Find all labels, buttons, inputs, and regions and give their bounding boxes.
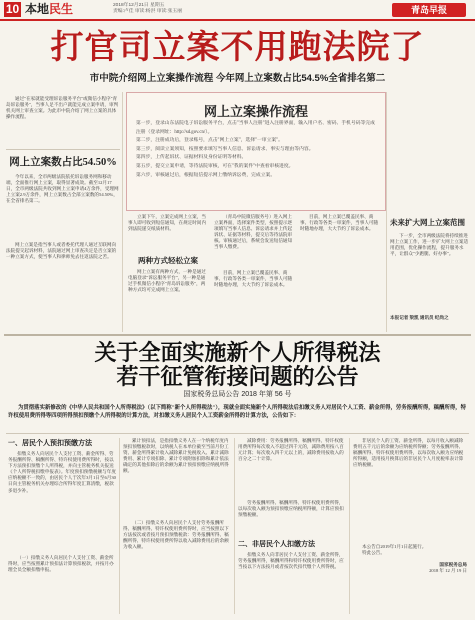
- paragraph: （青岛中院微信服务号）进入网上立案界面，选择案件类型，按照提示逐项填写当事人信息、诉讼请求并上传起诉状、证据等材料，提交后等待法院审核。审核通过后，系统会发送短信通知当事人缴费。: [214, 214, 293, 250]
- paragraph: （二）扣缴义务人向居民个人支付劳务报酬所得、稿酬所得、特许权使用费所得时，应当按照以下方法按次或者按月预扣预缴税款：劳务报酬所得、稿酬所得、特许权使用费所得以收入减除费用后的余额为收入额。: [123, 520, 229, 550]
- divider: [6, 433, 469, 434]
- section-heading: 未来扩大网上立案范围: [390, 218, 465, 227]
- section-heading: 一、居民个人预扣预缴方法: [8, 440, 92, 447]
- step-item: 第六步，审核通过后，根据短信提示网上缴纳诉讼费，完成立案。: [136, 172, 276, 178]
- column-rule: [234, 438, 235, 614]
- article-byline: 本报记者 梁凯 通讯员 纪尚之: [390, 315, 449, 320]
- issue-meta: [113, 3, 182, 15]
- article-headline: 打官司立案不用跑法院了: [50, 30, 425, 66]
- column-rule: [349, 438, 350, 614]
- newspaper-logo: 青岛早报: [392, 3, 466, 17]
- article-column-3: [214, 214, 294, 330]
- paragraph: 网上立案有两种方式，一种是通过电脑登录"诉讼服务平台"，另一种是通过手机微信小程序"青岛诉讼服务"，两种方式均可完成网上立案。: [128, 269, 206, 293]
- section-heading: 网上立案数占比54.50%: [9, 157, 117, 168]
- header-rule: [0, 19, 475, 21]
- article-intro: 通过"在家就能受理诉讼服务平台"或微信小程序"青岛诉讼服务"，当事人足不出户就能完成立案申请，审判机关网上审查立案。为此市中院介绍了网上立案的具体操作流程。: [6, 96, 119, 120]
- paragraph: 特此公告。: [362, 550, 385, 556]
- step-item: 第四步，上传起诉状、证据材料及身份证明等材料。: [136, 155, 247, 161]
- paragraph: （一）扣缴义务人向居民个人支付工资、薪金所得时，应当按照累计预扣法计算预扣税款，并按月办理全员全额扣缴申报。: [8, 555, 114, 573]
- announcement-title-line2: 若干征管衔接问题的公告: [116, 364, 359, 389]
- step-item: 第五步，提交立案申请，等待法院审核，可在"我的案件"中查看审核进度。: [136, 163, 294, 169]
- column-rule: [122, 92, 123, 332]
- article-subhead: 市中院介绍网上立案操作流程 今年网上立案数占比54.5%全省排名第二: [89, 73, 386, 84]
- article-right-column: [390, 214, 470, 321]
- paragraph: 扣缴义务人向非居民个人支付工资、薪金所得，劳务报酬所得，稿酬所得和特许权使用费所得时，应当按以下方法按月或者按次代扣代缴个人所得税。: [238, 552, 344, 570]
- announcement-title-line1: 关于全面实施新个人所得税法: [94, 340, 381, 365]
- section-heading: 两种方式轻松立案: [138, 256, 198, 265]
- issue-editors: 责编:卢佳 审读:杨洪 审读:张玉丽: [113, 9, 183, 14]
- section-name: 民生: [49, 2, 74, 16]
- paragraph: 网上立案是指当事人或者委托代理人通过互联网向法院提交起诉材料，法院通过网上审查决定是否立案的一种立案方式，使当事人和律师免去往返法院之苦。: [6, 242, 117, 260]
- info-box-steps: [136, 120, 376, 180]
- info-box-title: 网上立案操作流程: [203, 104, 308, 119]
- paragraph: 目前，网上立案已覆盖民事、商事、行政等各类一审案件，当事人可随时随地办理，大大节约了诉讼成本。: [214, 270, 293, 288]
- paragraph: 本公告自2019年1月1日起施行。: [362, 544, 427, 549]
- section-heading: 二、非居民个人扣缴方法: [238, 541, 315, 548]
- paragraph: 累计预扣法，是指扣缴义务人在一个纳税年度内预扣预缴税款时，以纳税人在本单位截至当前月份工资、薪金所得累计收入减除累计免税收入、累计减除费用、累计专项扣除、累计专项附加扣除和累计依法确定的其他扣除后的余额为累计预扣预缴应纳税所得额。: [123, 438, 229, 474]
- announcement-number: 国家税务总局公告 2018 年第 56 号: [183, 391, 292, 398]
- article-separator: [4, 334, 471, 336]
- announcement-signature: 国家税务总局: [439, 562, 467, 568]
- announcement-lead: 为贯彻落实新修改的《中华人民共和国个人所得税法》（以下简称"新个人所得税法"），现就全面实施新个人所得税法后扣缴义务人对居民个人工资、薪金所得，劳务报酬所得，稿酬所得，特许权使用费所得等四项所得预扣预缴个人所得税的计算方法，对扣缴义务人居民个人工资薪金所得的计算方法，公告如下：: [8, 405, 467, 419]
- section-title: [25, 2, 73, 17]
- column-rule: [386, 92, 387, 332]
- paragraph: 扣缴义务人向居民个人支付工资、薪金所得、劳务报酬所得、稿酬所得、特许权使用费所得时，按以下方法预扣预缴个人所得税，并向主管税务机关报送《个人所得税扣缴申报表》。年度预扣预缴税额与年度应纳税额不一致的，由居民个人于次年3月1日至6月30日向主管税务机关办理综合所得年度汇算清缴，税款多退少补。: [8, 451, 116, 493]
- issue-date: 2018年12月21日 星期五: [113, 3, 165, 8]
- step-item: 第二步，注册成功后，登录账号，点击"网上立案"，选择"一审立案"。: [136, 138, 283, 144]
- paragraph: 劳务报酬所得、稿酬所得、特许权使用费所得，以每次收入额为预扣预缴应纳税所得额，计算应预扣预缴税额。: [238, 500, 344, 518]
- divider: [6, 149, 120, 150]
- step-item: 第三步，阅读立案须知，按照要求填写当事人信息、诉讼请求、事实与理由等内容。: [136, 146, 314, 152]
- page-number: 10: [5, 2, 20, 16]
- process-info-box: [126, 92, 386, 211]
- announcement-column-1: [8, 438, 116, 611]
- article-column-2: [128, 214, 208, 341]
- column-rule: [119, 438, 120, 614]
- paragraph: 下一步，全市两级法院将持续推进网上立案工作，进一步扩大网上立案适用范围，优化操作流程，提升服务水平，让群众"少跑腿、好办事"。: [390, 233, 469, 257]
- paragraph: 非居民个人的工资、薪金所得，以每月收入额减除费用五千元后的余额为应纳税所得额；劳务报酬所得、稿酬所得、特许权使用费所得，以每次收入额为应纳税所得额，适用按月换算后的非居民个人月度税率表计算应纳税额。: [353, 438, 464, 468]
- announcement-column-3: [238, 438, 346, 608]
- announcement-column-4: [353, 438, 467, 574]
- announcement-date: 2018 年 12 月 19 日: [429, 568, 467, 574]
- article-left-column: [6, 96, 120, 322]
- announcement-column-2: [123, 438, 231, 608]
- step-item: 第一步，登录山东法院电子诉讼服务平台，点击"当事人注册"进入注册界面，输入用户名、密码、手机号码等完成注册（登录网址：http://sd.gov.cn/）。: [136, 121, 375, 135]
- paragraph: 目前，网上立案已覆盖民事、商事、行政等各类一审案件，当事人可随时随地办理，大大节约了诉讼成本。: [300, 214, 379, 232]
- paragraph: 立案下午，立案完成网上立案，当事人即可收到短信通知，在规定时间内到法院递交纸质材料。: [128, 214, 207, 232]
- section-prefix: 本地: [25, 2, 50, 16]
- paragraph: 减除费用：劳务报酬所得、稿酬所得、特许权使用费所得每次收入不超过四千元的，减除费用按八百元计算；每次收入四千元以上的，减除费用按收入的百分之二十计算。: [238, 438, 344, 462]
- article-column-4: [300, 214, 380, 334]
- paragraph: 今年以来，全市两级法院依托诉讼服务网和移动端，全面推行网上立案，取得显著成效。截至12月17日，全市两级法院共收到网上立案申请4万余件，受理网上立案2.9万余件，网上立案数占全部立案数的54.50%，在全省排名第二。: [6, 174, 119, 204]
